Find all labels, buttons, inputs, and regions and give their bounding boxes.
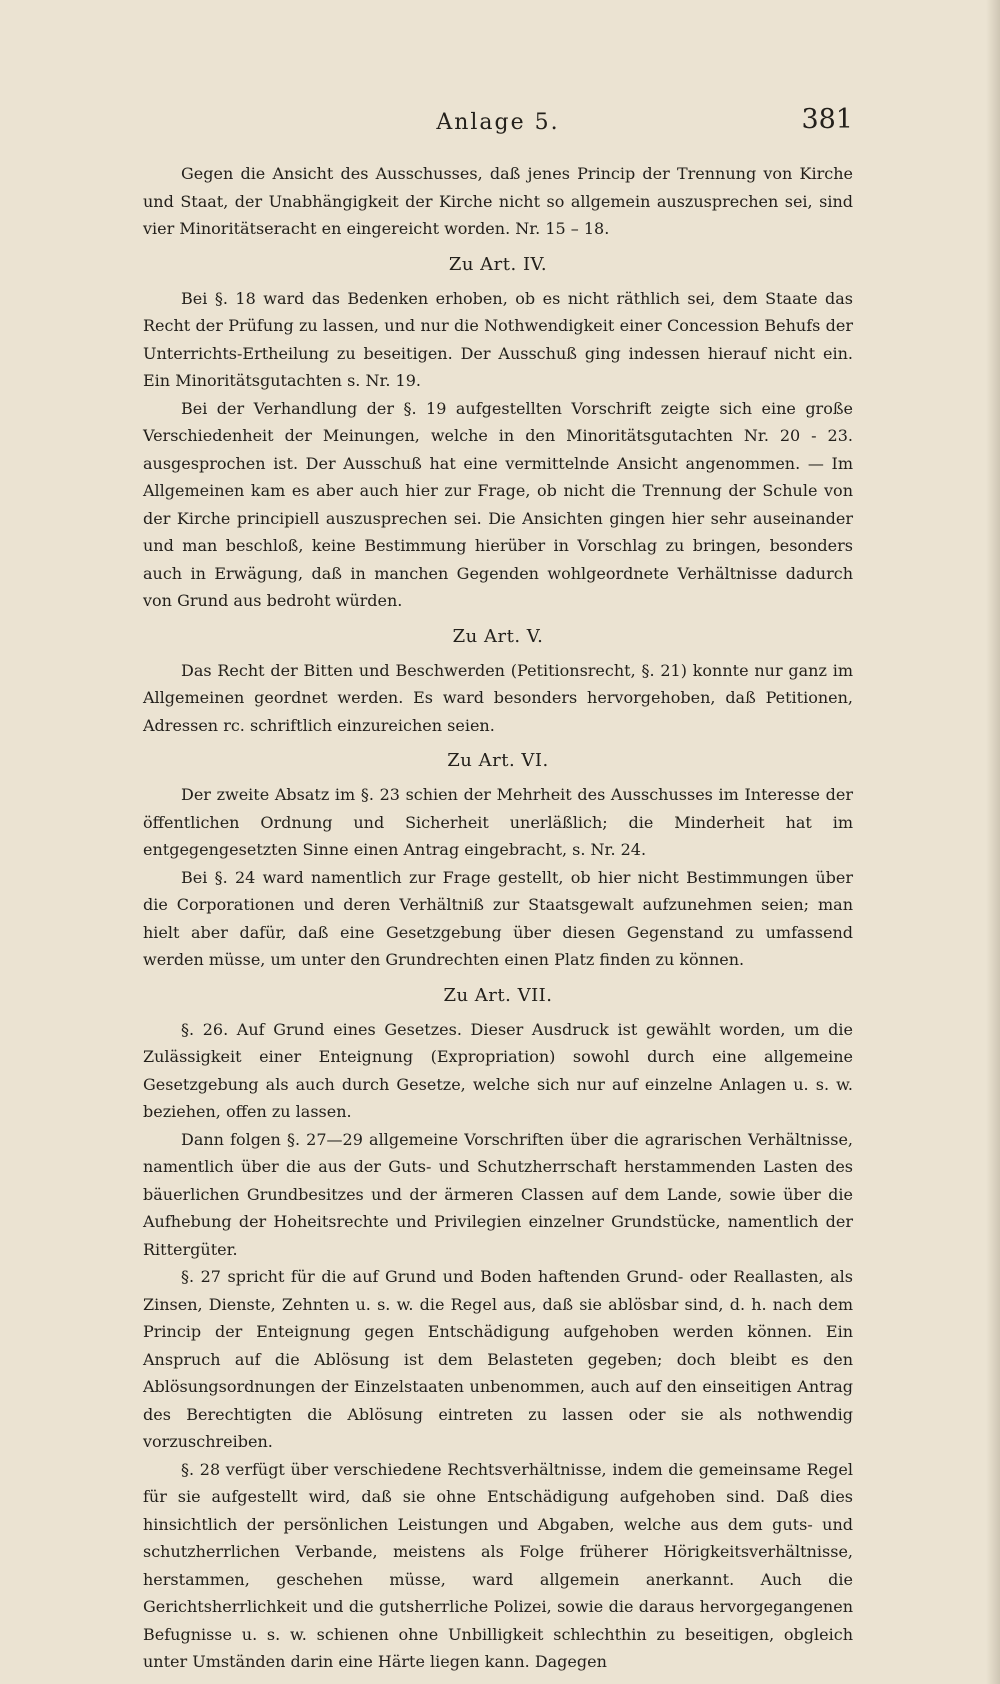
paragraph: Das Recht der Bitten und Beschwerden (Petitionsrecht, §. 21) konnte nur ganz im Allgemeinen geordnet werden. Es ward besonders hervorgehoben, daß Petitionen, Adressen rc. schriftlich einzureichen seien. [143, 660, 853, 735]
section-heading: Zu Art. VI. [447, 750, 549, 771]
paragraph: §. 28 verfügt über verschiedene Rechtsverhältnisse, indem die gemeinsame Regel für sie aufgestellt wird, daß sie ohne Entschädigung aufgehoben sind. Daß dies hinsichtlich der persönlichen Leistungen und Abgaben, welche aus dem guts- und schutzherrlichen Verbande, meistens als Folge früherer Hörigkeitsverhältnisse, herstammen, geschehen müsse, ward allgemein anerkannt. Auch die Gerichtsherrlichkeit und die gutsherrliche Polizei, sowie die daraus hervorgegangenen Befugnisse u. s. w. schienen ohne Unbilligkeit schlechthin zu beseitigen, obgleich unter Umständen darin eine Härte liegen kann. Dagegen [143, 1459, 853, 1671]
body-text [143, 160, 853, 1676]
paragraph: Der zweite Absatz im §. 23 schien der Mehrheit des Ausschusses im Interesse der öffentlichen Ordnung und Sicherheit unerläßlich; die Minderheit hat im entgegengesetzten Sinne einen Antrag eingebracht, s. Nr. 24. [143, 785, 853, 859]
paragraph: §. 27 spricht für die auf Grund und Boden haftenden Grund- oder Reallasten, als Zinsen, Dienste, Zehnten u. s. w. die Regel aus, daß sie ablösbar sind, d. h. nach dem Princip der Enteignung gegen Entschädigung aufgehoben werden können. Ein Anspruch auf die Ablösung ist dem Belasteten gegeben; doch bleibt es den Ablösungsordnungen der Einzelstaaten unbenommen, auch auf den einseitigen Antrag des Berechtigten die Ablösung eintreten zu lassen oder sie als nothwendig vorzuschreiben. [143, 1267, 853, 1451]
paragraph: Bei §. 18 ward das Bedenken erhoben, ob es nicht räthlich sei, dem Staate das Recht der Prüfung zu lassen, und nur die Nothwendigkeit einer Concession Behufs der Unterrichts-Ertheilung zu beseitigen. Der Ausschuß ging indessen hierauf nicht ein. Ein Minoritätsgutachten s. Nr. 19. [143, 288, 853, 390]
paragraph: §. 26. Auf Grund eines Gesetzes. Dieser Ausdruck ist gewählt worden, um die Zulässigkeit einer Enteignung (Expropriation) sowohl durch eine allgemeine Gesetzgebung als auch durch Gesetze, welche sich nur auf einzelne Anlagen u. s. w. beziehen, offen zu lassen. [143, 1019, 853, 1121]
section-heading: Zu Art. VII. [443, 984, 553, 1006]
section-heading: Zu Art. V. [452, 625, 544, 647]
page-header [143, 104, 853, 144]
paragraph: Dann folgen §. 27—29 allgemeine Vorschriften über die agrarischen Verhältnisse, namentlich über die aus der Guts- und Schutzherrschaft herstammenden Lasten des bäuerlichen Grundbesitzes und der ärmeren Classen auf dem Lande, sowie über die Aufhebung der Hoheitsrechte und Privilegien einzelner Grundstücke, namentlich der Rittergüter. [143, 1129, 853, 1259]
paragraph: Bei §. 24 ward namentlich zur Frage gestellt, ob hier nicht Bestimmungen über die Corporationen und deren Verhältniß zur Staatsgewalt aufzunehmen seien; man hielt aber dafür, daß eine Gesetzgebung über diesen Gegenstand zu umfassend werden müsse, um unter den Grundrechten einen Platz finden zu können. [143, 867, 853, 969]
section-heading: Zu Art. IV. [448, 253, 548, 275]
page-number: 381 [801, 104, 853, 135]
running-title: Anlage 5. [436, 110, 560, 135]
paragraph: Gegen die Ansicht des Ausschusses, daß jenes Princip der Trennung von Kirche und Staat, der Unabhängigkeit der Kirche nicht so allgemein auszusprechen sei, sind vier Minoritätseracht en eingereicht worden. Nr. 15 – 18. [143, 164, 853, 238]
paragraph: Bei der Verhandlung der §. 19 aufgestellten Vorschrift zeigte sich eine große Verschiedenheit der Meinungen, welche in den Minoritätsgutachten Nr. 20 - 23. ausgesprochen ist. Der Ausschuß hat eine vermittelnde Ansicht angenommen. — Im Allgemeinen kam es aber auch hier zur Frage, ob nicht die Trennung der Schule von der Kirche principiell auszusprechen sei. Die Ansichten gingen hier sehr auseinander und man beschloß, keine Bestimmung hierüber in Vorschlag zu bringen, besonders auch in Erwägung, daß in manchen Gegenden wohlgeordnete Verhältnisse dadurch von Grund aus bedroht würden. [143, 398, 853, 610]
